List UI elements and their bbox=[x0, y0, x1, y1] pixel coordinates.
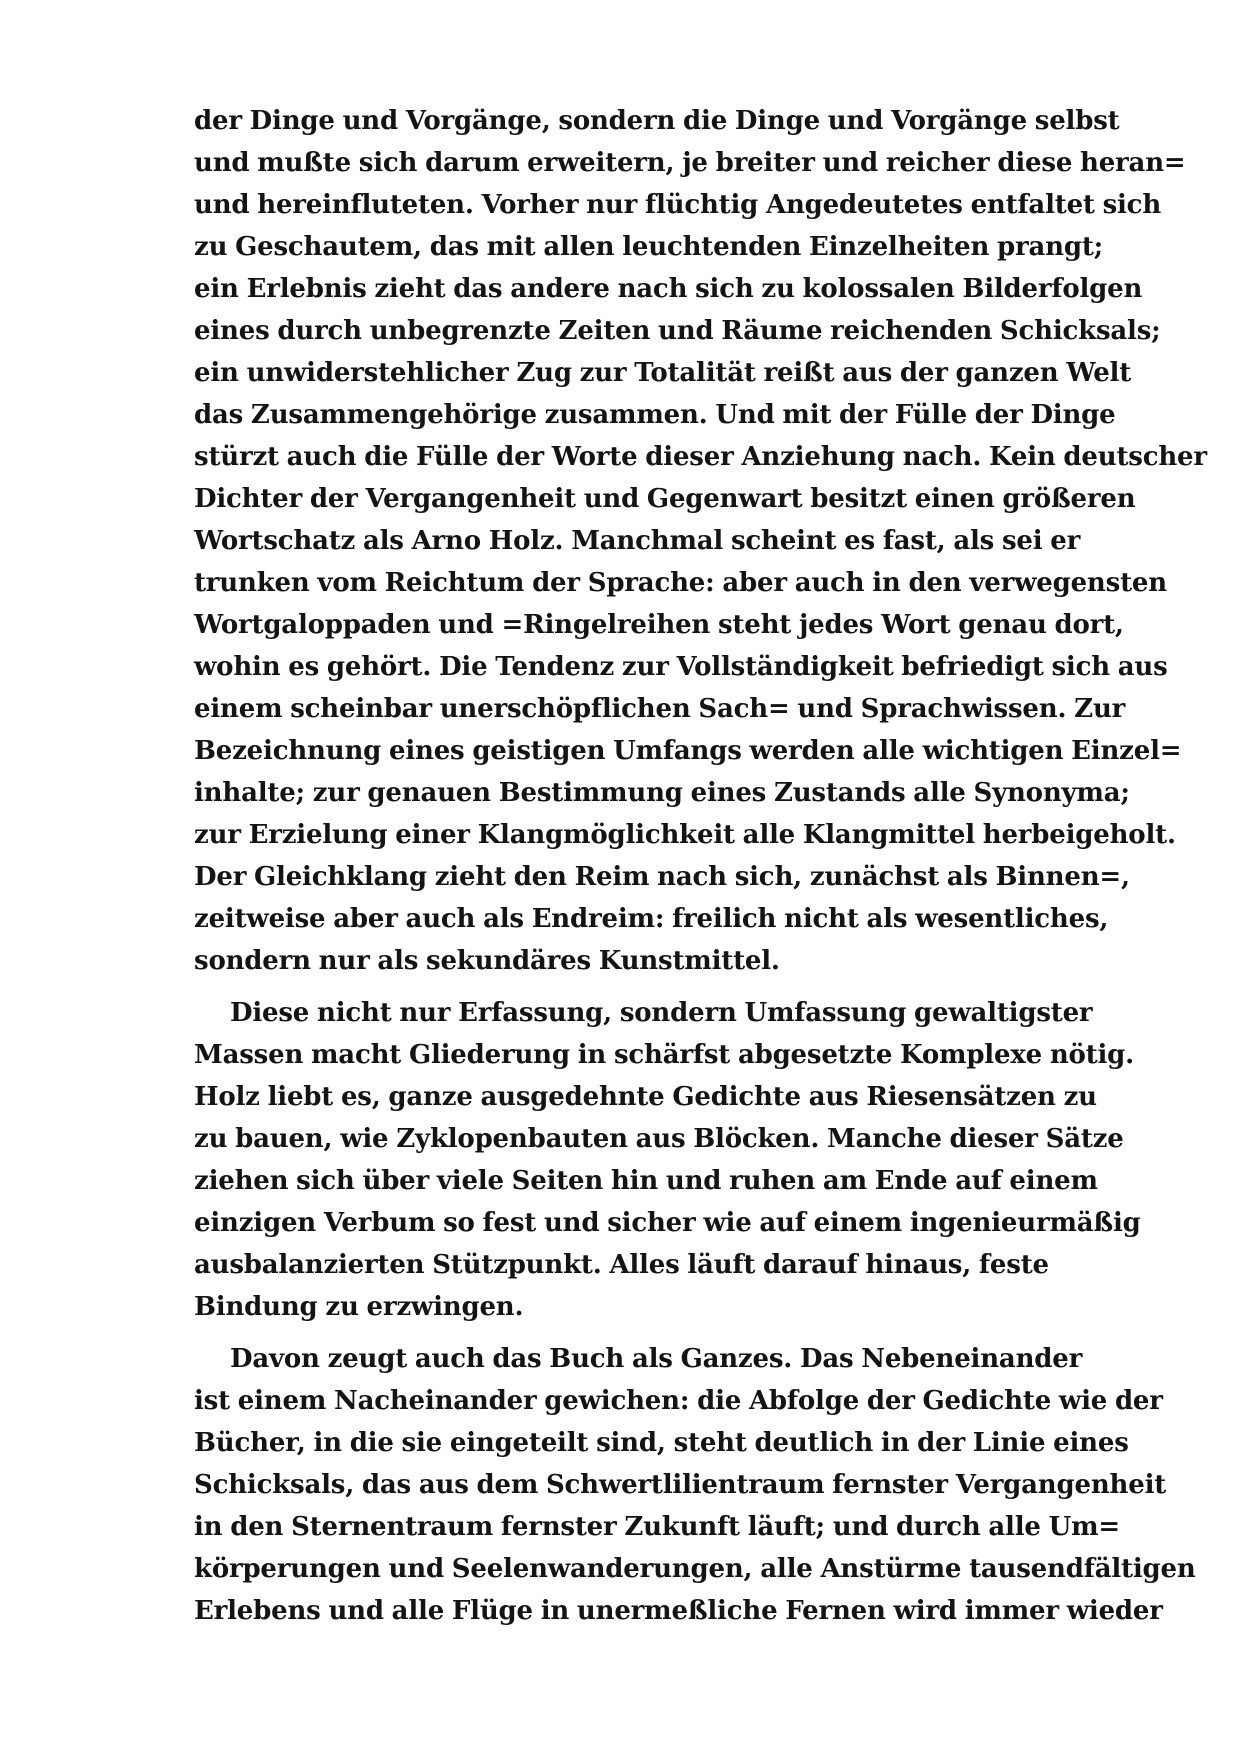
text-line: Bezeichnung eines geistigen Umfangs werden alle wichtigen Einzel= bbox=[194, 736, 1182, 766]
paragraph-gap bbox=[194, 1328, 1044, 1338]
text-line: einem scheinbar unerschöpflichen Sach= und Sprachwissen. Zur bbox=[194, 694, 1126, 724]
text-line: Bindung zu erzwingen. bbox=[194, 1292, 524, 1322]
paragraph-2 bbox=[194, 992, 1141, 1328]
text-line: ist einem Nacheinander gewichen: die Abfolge der Gedichte wie der bbox=[194, 1386, 1163, 1416]
text-line: körperungen und Seelenwanderungen, alle Anstürme tausendfältigen bbox=[194, 1554, 1196, 1584]
text-line: inhalte; zur genauen Bestimmung eines Zustands alle Synonyma; bbox=[194, 778, 1130, 808]
text-line: das Zusammengehörige zusammen. Und mit der Fülle der Dinge bbox=[194, 400, 1116, 430]
text-line: Erlebens und alle Flüge in unermeßliche Fernen wird immer wieder bbox=[194, 1596, 1163, 1626]
text-line: Massen macht Gliederung in schärfst abgesetzte Komplexe nötig. bbox=[194, 1040, 1134, 1070]
text-line: einzigen Verbum so fest und sicher wie auf einem ingenieurmäßig bbox=[194, 1208, 1141, 1238]
text-line: Diese nicht nur Erfassung, sondern Umfassung gewaltigster bbox=[230, 998, 1093, 1028]
text-line: ausbalanzierten Stützpunkt. Alles läuft darauf hinaus, feste bbox=[194, 1250, 1049, 1280]
text-line: trunken vom Reichtum der Sprache: aber auch in den verwegensten bbox=[194, 568, 1167, 598]
paragraph-1 bbox=[194, 100, 1207, 982]
text-line: Der Gleichklang zieht den Reim nach sich, zunächst als Binnen=, bbox=[194, 862, 1130, 892]
text-line: in den Sternentraum fernster Zukunft läuft; und durch alle Um= bbox=[194, 1512, 1120, 1542]
text-line: Dichter der Vergangenheit und Gegenwart besitzt einen größeren bbox=[194, 484, 1136, 514]
text-line: Holz liebt es, ganze ausgedehnte Gedichte aus Riesensätzen zu bbox=[194, 1082, 1097, 1112]
text-line: zeitweise aber auch als Endreim: freilich nicht als wesentliches, bbox=[194, 904, 1109, 934]
text-line: ein unwiderstehlicher Zug zur Totalität reißt aus der ganzen Welt bbox=[194, 358, 1132, 388]
text-line: und hereinfluteten. Vorher nur flüchtig Angedeutetes entfaltet sich bbox=[194, 190, 1162, 220]
paragraph-3 bbox=[194, 1338, 1196, 1632]
text-line: wohin es gehört. Die Tendenz zur Vollständigkeit befriedigt sich aus bbox=[194, 652, 1168, 682]
text-line: Schicksals, das aus dem Schwertlilientraum fernster Vergangenheit bbox=[194, 1470, 1167, 1500]
text-line: und mußte sich darum erweitern, je breiter und reicher diese heran= bbox=[194, 148, 1186, 178]
page-body bbox=[194, 100, 1207, 1632]
text-line: sondern nur als sekundäres Kunstmittel. bbox=[194, 946, 780, 976]
text-line: Wortgaloppaden und =Ringelreihen steht jedes Wort genau dort, bbox=[194, 610, 1124, 640]
text-line: Davon zeugt auch das Buch als Ganzes. Das Nebeneinander bbox=[230, 1344, 1083, 1374]
text-line: ein Erlebnis zieht das andere nach sich zu kolossalen Bilderfolgen bbox=[194, 274, 1143, 304]
text-line: stürzt auch die Fülle der Worte dieser Anziehung nach. Kein deutscher bbox=[194, 442, 1207, 472]
text-line: der Dinge und Vorgänge, sondern die Dinge und Vorgänge selbst bbox=[194, 106, 1120, 136]
text-line: Wortschatz als Arno Holz. Manchmal scheint es fast, als sei er bbox=[194, 526, 1081, 556]
text-line: Bücher, in die sie eingeteilt sind, steht deutlich in der Linie eines bbox=[194, 1428, 1129, 1458]
paragraph-gap bbox=[194, 982, 1044, 992]
text-line: zur Erzielung einer Klangmöglichkeit alle Klangmittel herbeigeholt. bbox=[194, 820, 1176, 850]
text-line: eines durch unbegrenzte Zeiten und Räume reichenden Schicksals; bbox=[194, 316, 1161, 346]
text-line: zu bauen, wie Zyklopenbauten aus Blöcken. Manche dieser Sätze bbox=[194, 1124, 1124, 1154]
text-line: ziehen sich über viele Seiten hin und ruhen am Ende auf einem bbox=[194, 1166, 1098, 1196]
text-line: zu Geschautem, das mit allen leuchtenden Einzelheiten prangt; bbox=[194, 232, 1104, 262]
